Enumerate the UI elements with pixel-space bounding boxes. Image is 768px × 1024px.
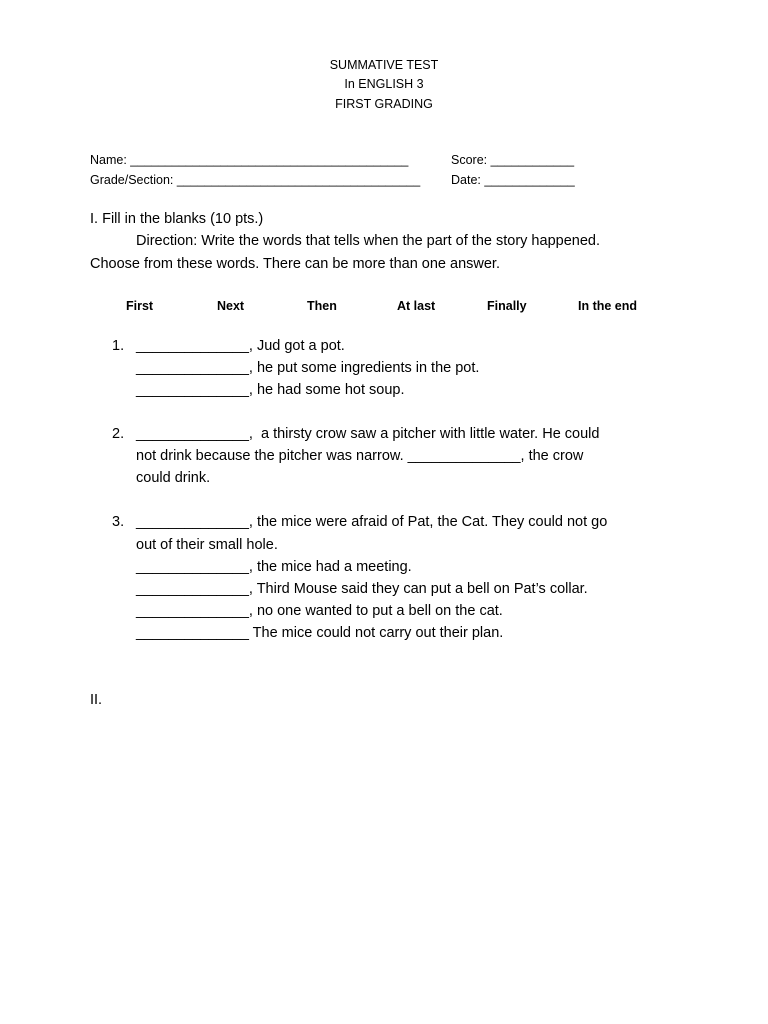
- part-two-heading: II.: [90, 692, 103, 708]
- question-line: out of their small hole.: [136, 537, 278, 553]
- choice-at-last: At last: [397, 299, 436, 313]
- grade-section-field: Grade/Section: ___________________________________: [90, 173, 421, 187]
- question-line: could drink.: [136, 470, 211, 486]
- question-line: ______________, Jud got a pot.: [136, 338, 345, 354]
- question-line: ______________, a thirsty crow saw a pitcher with little water. He could: [136, 426, 600, 442]
- question-line: ______________ The mice could not carry out their plan.: [136, 625, 504, 641]
- question-line: ______________, no one wanted to put a bell on the cat.: [136, 603, 503, 619]
- part-one-heading: I. Fill in the blanks (10 pts.): [90, 211, 264, 227]
- question-line: ______________, he had some hot soup.: [136, 382, 405, 398]
- header-line-1: SUMMATIVE TEST: [329, 58, 439, 72]
- question-line: not drink because the pitcher was narrow. ______________, the crow: [136, 448, 584, 464]
- name-field: Name: ________________________________________: [90, 153, 409, 167]
- score-field: Score: ____________: [451, 153, 575, 167]
- question-line: ______________, the mice were afraid of Pat, the Cat. They could not go: [136, 514, 608, 530]
- header-line-2: In ENGLISH 3: [344, 77, 424, 91]
- choice-next: Next: [217, 299, 245, 313]
- date-field: Date: _____________: [451, 173, 575, 187]
- direction-line-1: Direction: Write the words that tells when the part of the story happened.: [136, 233, 600, 249]
- choice-then: Then: [307, 299, 337, 313]
- question-line: ______________, he put some ingredients in the pot.: [136, 360, 480, 376]
- choice-first: First: [126, 299, 154, 313]
- header-line-3: FIRST GRADING: [335, 97, 433, 111]
- question-line: ______________, Third Mouse said they can put a bell on Pat’s collar.: [136, 581, 588, 597]
- choice-in-the-end: In the end: [578, 299, 638, 313]
- question-number: 1.: [112, 338, 125, 354]
- direction-line-2: Choose from these words. There can be more than one answer.: [90, 256, 500, 272]
- choice-finally: Finally: [487, 299, 527, 313]
- question-number: 2.: [112, 426, 125, 442]
- question-line: ______________, the mice had a meeting.: [136, 559, 412, 575]
- question-number: 3.: [112, 514, 125, 530]
